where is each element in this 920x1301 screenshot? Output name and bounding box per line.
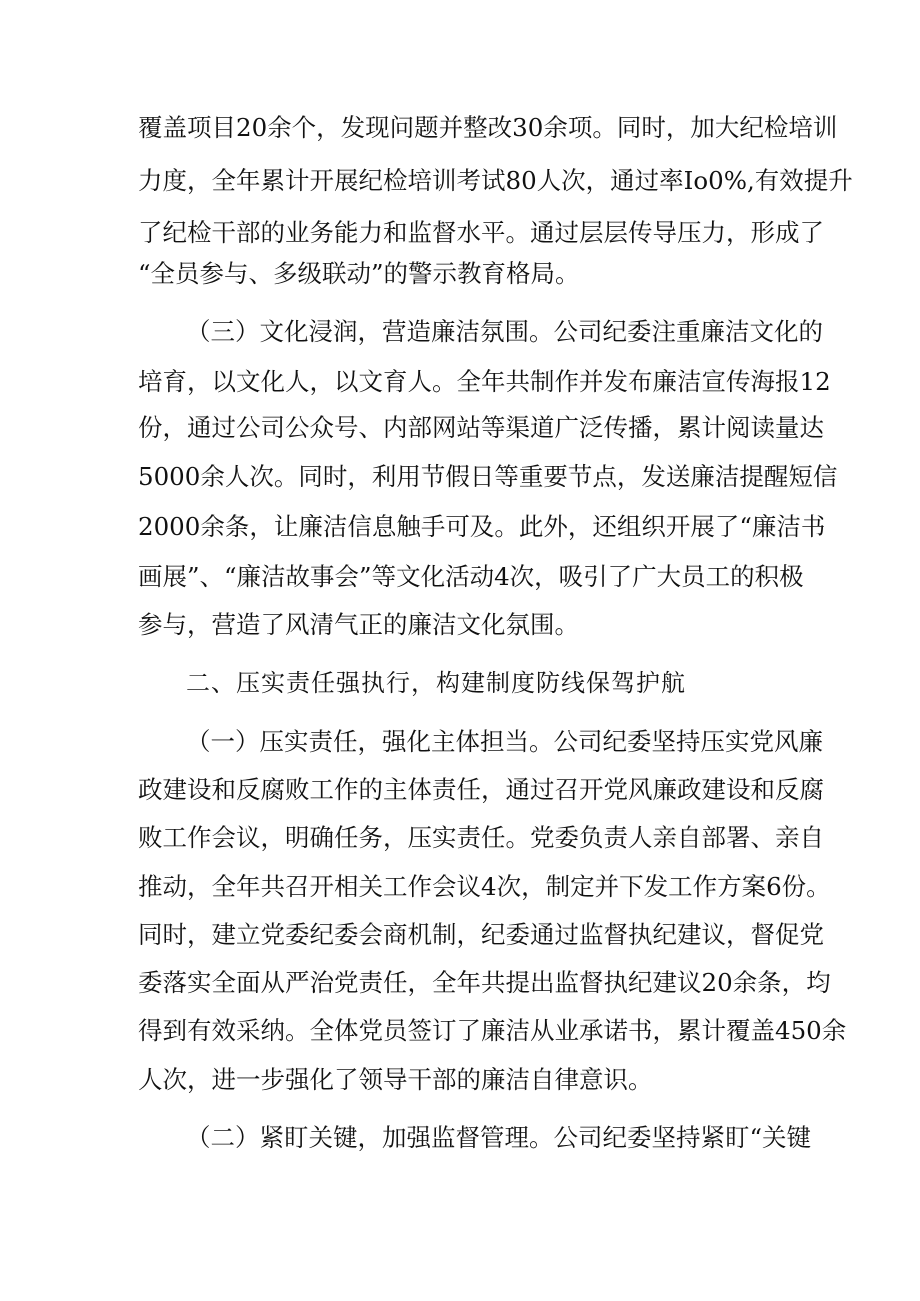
paragraph-line: 了纪检干部的业务能力和监督水平。通过层层传导压力，形成了 [138,218,824,247]
paragraph-line: “全员参与、多级联动”的警示教育格局。 [138,259,580,288]
paragraph-line: 败工作会议，明确任务，压实责任。党委负责人亲自部署、亲自 [138,823,824,852]
paragraph-line: 委落实全面从严治党责任，全年共提出监督执纪建议20余条，均 [138,968,831,997]
paragraph-line: 覆盖项目20余个，发现问题并整改30余项。同时，加大纪检培训 [138,113,838,142]
paragraph-line: （二）紧盯关键，加强监督管理。公司纪委坚持紧盯“关键 [186,1123,812,1152]
paragraph-line: （三）文化浸润，营造廉洁氛围。公司纪委注重廉洁文化的 [186,317,823,346]
paragraph-line: 培育，以文化人，以文育人。全年共制作并发布廉洁宣传海报12 [138,367,831,396]
paragraph-line: 政建设和反腐败工作的主体责任，通过召开党风廉政建设和反腐 [138,775,824,804]
paragraph-line: 人次，进一步强化了领导干部的廉洁自律意识。 [138,1065,653,1094]
section-heading: 二、压实责任强执行，构建制度防线保驾护航 [186,669,686,697]
paragraph-line: （一）压实责任，强化主体担当。公司纪委坚持压实党风廉 [186,727,823,756]
paragraph-line: 得到有效采纳。全体党员签订了廉洁从业承诺书，累计覆盖450余 [138,1016,847,1045]
paragraph-line: 参与，营造了风清气正的廉洁文化氛围。 [138,610,579,639]
paragraph-line: 5000余人次。同时，利用节假日等重要节点，发送廉洁提醒短信 [138,462,838,491]
paragraph-line: 画展”、“廉洁故事会”等文化活动4次，吸引了广大员工的积极 [138,562,804,591]
paragraph-line: 推动，全年共召开相关工作会议4次，制定并下发工作方案6份。 [138,872,831,901]
paragraph-line: 力度，全年累计开展纪检培训考试80人次，通过率Io0%,有效提升 [138,166,853,195]
paragraph-line: 份，通过公司公众号、内部网站等渠道广泛传播，累计阅读量达 [138,413,824,442]
paragraph-line: 同时，建立党委纪委会商机制，纪委通过监督执纪建议，督促党 [138,920,824,949]
paragraph-line: 2000余条，让廉洁信息触手可及。此外，还组织开展了“廉洁书 [138,512,826,541]
